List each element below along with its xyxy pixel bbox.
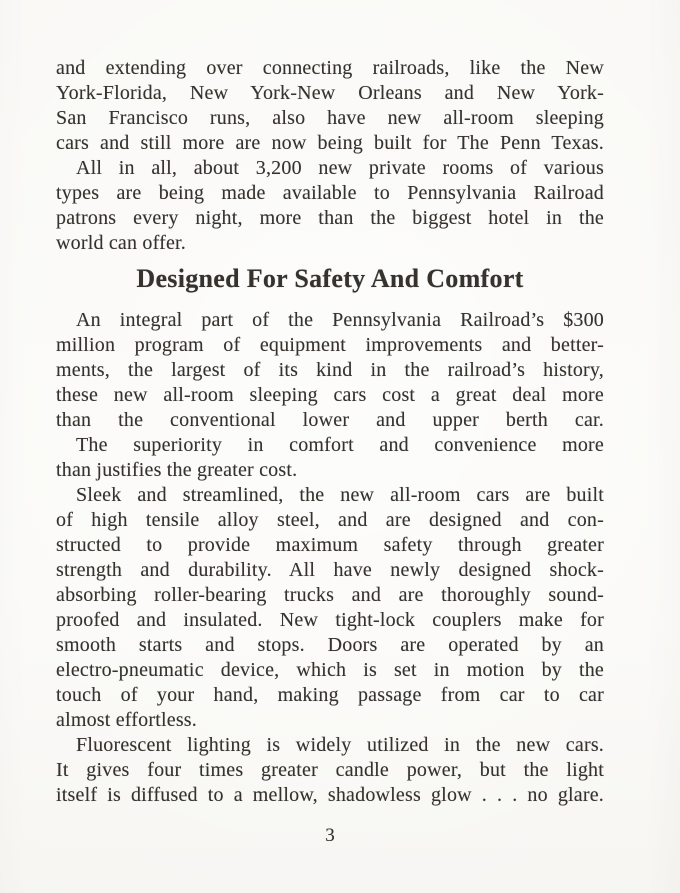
text-line: million program of equipment improvements and better- <box>56 334 604 356</box>
text-line: Sleek and streamlined, the new all-room cars are built <box>76 484 604 506</box>
paragraph <box>56 483 604 733</box>
text-line: and extending over connecting railroads, like the New <box>56 57 604 79</box>
text-line: these new all-room sleeping cars cost a great deal more <box>56 384 604 406</box>
text-line: ments, the largest of its kind in the railroad’s history, <box>56 359 604 381</box>
text-line: types are being made available to Pennsylvania Railroad <box>56 182 604 204</box>
text-line: structed to provide maximum safety through greater <box>56 534 604 556</box>
paragraph <box>56 156 604 256</box>
section-heading: Designed For Safety And Comfort <box>136 264 524 293</box>
text-line: cars and still more are now being built for The Penn Texas. <box>56 132 604 154</box>
text-line: proofed and insulated. New tight-lock couplers make for <box>56 609 604 631</box>
text-line: itself is diffused to a mellow, shadowless glow . . . no glare. <box>56 784 604 806</box>
text-line: touch of your hand, making passage from car to car <box>56 684 604 706</box>
page-text <box>56 56 604 808</box>
text-line: York-Florida, New York-New Orleans and New York- <box>56 82 604 104</box>
text-line: An integral part of the Pennsylvania Railroad’s $300 <box>76 309 604 331</box>
text-line: patrons every night, more than the biggest hotel in the <box>56 207 604 229</box>
text-line: The superiority in comfort and convenience more <box>76 434 604 456</box>
text-line: San Francisco runs, also have new all-room sleeping <box>56 107 604 129</box>
text-line: strength and durability. All have newly designed shock- <box>56 559 604 581</box>
text-line: smooth starts and stops. Doors are operated by an <box>56 634 604 656</box>
text-line: electro-pneumatic device, which is set in motion by the <box>56 659 604 681</box>
paragraph <box>56 733 604 808</box>
text-line: Fluorescent lighting is widely utilized in the new cars. <box>76 734 604 756</box>
text-line: almost effortless. <box>56 709 197 731</box>
text-line: of high tensile alloy steel, and are designed and con- <box>56 509 604 531</box>
page-number: 3 <box>325 825 335 846</box>
text-line: world can offer. <box>56 232 187 254</box>
paragraph-continued <box>56 56 604 156</box>
text-line: than the conventional lower and upper berth car. <box>56 409 604 431</box>
text-line: It gives four times greater candle power, but the light <box>56 759 604 781</box>
paragraph <box>56 308 604 433</box>
paragraph <box>56 433 604 483</box>
text-line: All in all, about 3,200 new private rooms of various <box>76 157 604 179</box>
text-line: absorbing roller-bearing trucks and are thoroughly sound- <box>56 584 604 606</box>
text-line: than justifies the greater cost. <box>56 459 298 481</box>
